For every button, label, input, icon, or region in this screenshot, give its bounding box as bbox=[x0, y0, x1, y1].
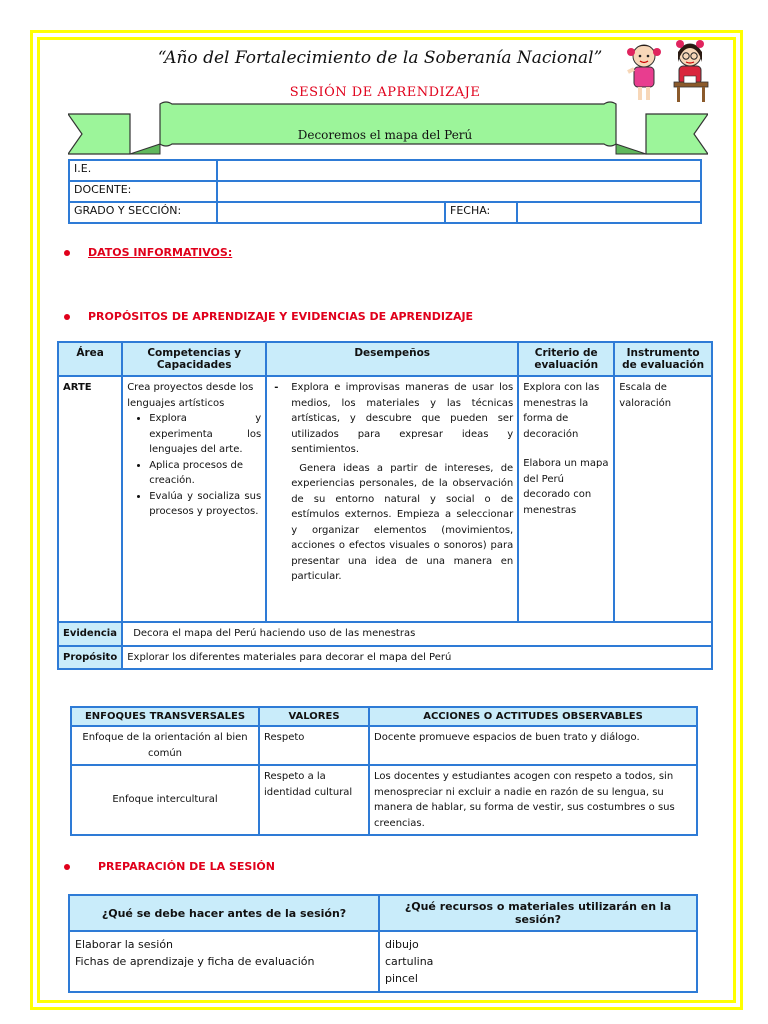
evidencia-value: Decora el mapa del Perú haciendo uso de las menestras bbox=[122, 622, 712, 646]
col-desempenos: Desempeños bbox=[266, 342, 518, 376]
grado-label: GRADO Y SECCIÓN: bbox=[69, 202, 217, 223]
desempenos-cell bbox=[266, 376, 518, 622]
propositos-section-heading: PROPÓSITOS DE APRENDIZAJE Y EVIDENCIAS DE APRENDIZAJE bbox=[64, 310, 473, 323]
table-row bbox=[71, 726, 697, 765]
col-enfoques: ENFOQUES TRANSVERSALES bbox=[71, 707, 259, 726]
ie-field[interactable] bbox=[217, 160, 701, 181]
fecha-label: FECHA: bbox=[445, 202, 517, 223]
docente-label: DOCENTE: bbox=[69, 181, 217, 202]
instrumento-cell: Escala de valoración bbox=[614, 376, 712, 622]
col-area: Área bbox=[58, 342, 122, 376]
list-item: • Evalúa y socializa sus procesos y proyectos. bbox=[149, 489, 261, 520]
col-valores: VALORES bbox=[259, 707, 369, 726]
list-item: pincel bbox=[385, 972, 418, 985]
accion-cell: Los docentes y estudiantes acogen con respeto a todos, sin menospreciar ni excluir a nadie en razón de su lengua, su manera de hablar, su forma de vestir, sus costumbres o sus creencias. bbox=[369, 765, 697, 835]
competencia-intro: Crea proyectos desde los lenguajes artísticos bbox=[127, 382, 254, 409]
list-item: cartulina bbox=[385, 955, 434, 968]
table-header-row bbox=[58, 342, 712, 376]
proposito-value: Explorar los diferentes materiales para decorar el mapa del Perú bbox=[122, 646, 712, 670]
col-instrumento: Instrumento de evaluación bbox=[614, 342, 712, 376]
fecha-field[interactable] bbox=[517, 202, 701, 223]
bullet-icon bbox=[64, 864, 70, 870]
docente-field[interactable] bbox=[217, 181, 701, 202]
table-row bbox=[71, 765, 697, 835]
table-row bbox=[58, 622, 712, 646]
dash-bullet-icon: - bbox=[274, 382, 279, 393]
ie-label: I.E. bbox=[69, 160, 217, 181]
general-info-table bbox=[68, 159, 702, 224]
col-antes: ¿Qué se debe hacer antes de la sesión? bbox=[69, 895, 379, 931]
enfoque-cell: Enfoque intercultural bbox=[71, 765, 259, 835]
session-topic: Decoremos el mapa del Perú bbox=[297, 128, 473, 142]
table-row bbox=[69, 160, 701, 181]
grado-field[interactable] bbox=[217, 202, 445, 223]
list-item: Fichas de aprendizaje y ficha de evaluación bbox=[75, 955, 315, 968]
children-illustration bbox=[622, 38, 714, 104]
proposito-label: Propósito bbox=[58, 646, 122, 670]
col-acciones: ACCIONES O ACTITUDES OBSERVABLES bbox=[369, 707, 697, 726]
table-row bbox=[69, 202, 701, 223]
evidencia-label: Evidencia bbox=[58, 622, 122, 646]
capacidades-list bbox=[127, 411, 261, 520]
preparacion-section-heading: PREPARACIÓN DE LA SESIÓN bbox=[64, 860, 275, 873]
list-item: dibujo bbox=[385, 938, 419, 951]
col-recursos: ¿Qué recursos o materiales utilizarán en la sesión? bbox=[379, 895, 697, 931]
bullet-icon bbox=[64, 314, 70, 320]
desempeno-1: - Explora e improvisas maneras de usar los medios, los materiales y las técnicas artísticas, y descubre que pueden ser utilizados para expresar ideas y sentimientos. bbox=[274, 382, 514, 455]
table-header-row bbox=[71, 707, 697, 726]
table-row bbox=[58, 646, 712, 670]
preparation-table bbox=[68, 894, 698, 993]
table-row bbox=[69, 931, 697, 992]
bullet-icon bbox=[64, 250, 70, 256]
motto-heading: “Año del Fortalecimiento de la Soberanía Nacional” bbox=[157, 48, 603, 68]
list-item: • Aplica procesos de creación. bbox=[149, 458, 261, 489]
area-cell: ARTE bbox=[58, 376, 122, 622]
criterio-1: Explora con las menestras la forma de decoración bbox=[523, 382, 600, 440]
table-row bbox=[69, 181, 701, 202]
col-criterio: Criterio de evaluación bbox=[518, 342, 614, 376]
enfoque-cell: Enfoque de la orientación al bien común bbox=[71, 726, 259, 765]
session-title: SESIÓN DE APRENDIZAJE bbox=[289, 85, 481, 100]
enfoques-table bbox=[70, 706, 698, 836]
datos-section-heading: DATOS INFORMATIVOS: bbox=[64, 246, 232, 259]
desempeno-2: Genera ideas a partir de intereses, de experiencias personales, de la observación de su entorno natural y social o de estímulos externos. Empieza a seleccionar y organizar elementos (movimientos, acciones o efectos visuales o sonoros) para presentar una idea de una manera en particular. bbox=[291, 462, 514, 582]
antes-cell bbox=[69, 931, 379, 992]
list-item: • Explora y experimenta los lenguajes del arte. bbox=[149, 411, 261, 458]
purposes-table bbox=[57, 341, 713, 670]
criterio-cell bbox=[518, 376, 614, 622]
table-row bbox=[58, 376, 712, 622]
list-item: Elaborar la sesión bbox=[75, 938, 174, 951]
col-competencias: Competencias y Capacidades bbox=[122, 342, 266, 376]
valor-cell: Respeto bbox=[259, 726, 369, 765]
table-header-row bbox=[69, 895, 697, 931]
valor-cell: Respeto a la identidad cultural bbox=[259, 765, 369, 835]
competencias-cell bbox=[122, 376, 266, 622]
recursos-cell bbox=[379, 931, 697, 992]
accion-cell: Docente promueve espacios de buen trato y diálogo. bbox=[369, 726, 697, 765]
criterio-2: Elabora un mapa del Perú decorado con menestras bbox=[523, 458, 609, 516]
